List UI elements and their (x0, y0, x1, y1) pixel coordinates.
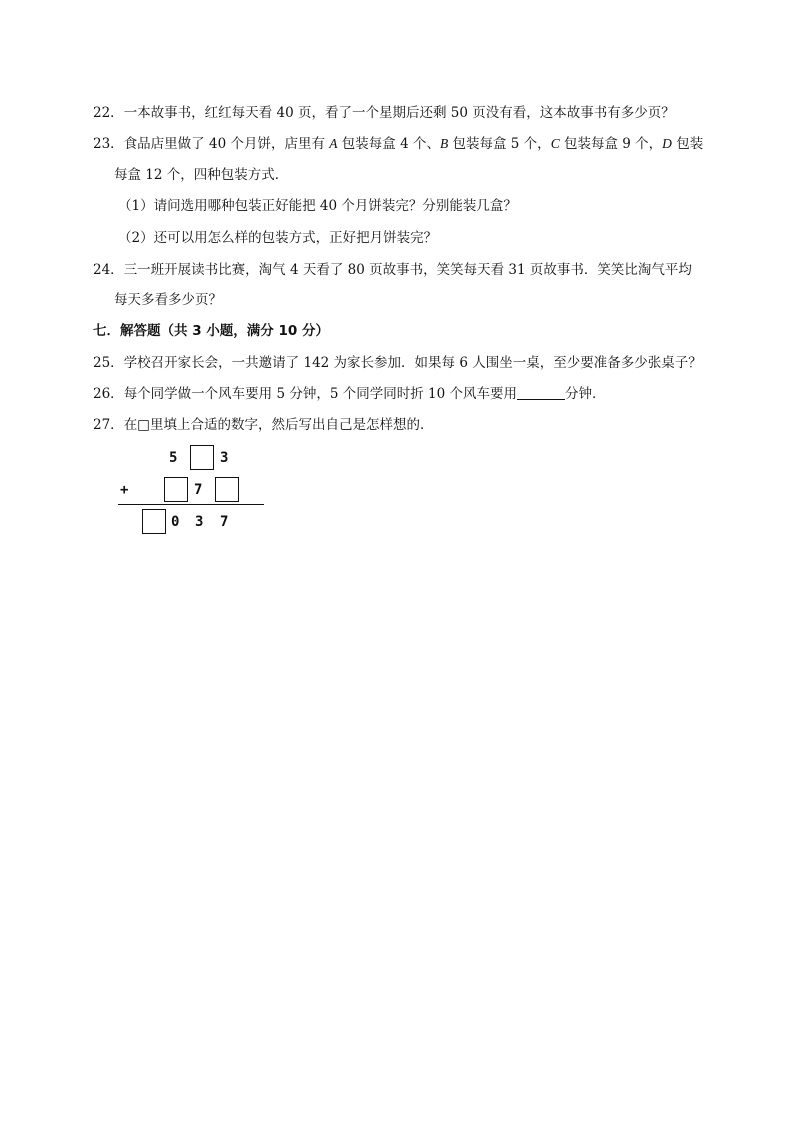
fill-in-box[interactable] (142, 509, 166, 534)
digit: 3 (220, 450, 229, 466)
question-text: 包装 (671, 136, 704, 152)
question-text: 在□里填上合适的数字，然后写出自己是怎样想的． (123, 417, 434, 433)
digit: 3 (195, 514, 204, 530)
question-text: 分钟． (565, 386, 606, 402)
vertical-addition-figure (114, 442, 266, 538)
digit: 7 (194, 482, 203, 498)
question-24-line-2: 每天多看多少页？ (114, 292, 222, 308)
digit: 0 (171, 514, 180, 530)
question-23-sub-1: （1）请问选用哪种包装正好能把 40 个月饼装完？分别能装几盒？ (118, 198, 517, 214)
question-24-line-1 (93, 261, 692, 279)
section-title: 七．解答题（共 3 小题，满分 10 分） (93, 323, 329, 339)
question-26 (93, 385, 606, 403)
question-text: 包装每盒 5 个， (448, 136, 551, 152)
sum-line (118, 504, 264, 505)
question-number: 25． (93, 355, 124, 371)
question-27 (93, 416, 433, 434)
package-c-label: C (550, 136, 560, 151)
fill-in-box[interactable] (164, 477, 188, 502)
question-number: 26． (93, 386, 124, 402)
fill-in-box[interactable] (215, 477, 239, 502)
question-25 (93, 354, 702, 372)
question-number: 24． (93, 262, 124, 278)
question-text: 学校召开家长会，一共邀请了 142 为家长参加．如果每 6 人围坐一桌，至少要准备多少张桌子？ (123, 355, 702, 371)
question-text: 包装每盒 9 个， (559, 136, 663, 152)
question-23-line-2: 每盒 12 个，四种包装方式． (114, 167, 289, 183)
question-23-line-1 (93, 135, 703, 153)
question-text: 三一班开展读书比赛，淘气 4 天看了 80 页故事书，笑笑每天看 31 页故事书．笑笑比淘气平均 (123, 262, 692, 278)
question-text: 一本故事书，红红每天看 40 页，看了一个星期后还剩 50 页没有看，这本故事书有多少页？ (123, 105, 675, 121)
digit: 5 (169, 450, 178, 466)
plus-sign: + (120, 482, 129, 498)
question-text: 包装每盒 4 个、 (337, 136, 440, 152)
package-d-label: D (662, 136, 672, 151)
question-23-sub-2: （2）还可以用怎么样的包装方式，正好把月饼装完？ (118, 230, 438, 246)
digit: 7 (220, 514, 229, 530)
package-b-label: B (439, 136, 449, 151)
answer-blank[interactable] (517, 385, 565, 400)
package-a-label: A (329, 136, 338, 151)
question-number: 22． (93, 105, 124, 121)
question-22 (93, 104, 675, 122)
question-number: 27． (93, 417, 124, 433)
question-text: 食品店里做了 40 个月饼，店里有 (123, 136, 330, 152)
question-number: 23． (93, 136, 124, 152)
fill-in-box[interactable] (190, 445, 214, 470)
question-text: 每个同学做一个风车要用 5 分钟，5 个同学同时折 10 个风车要用 (123, 386, 517, 402)
